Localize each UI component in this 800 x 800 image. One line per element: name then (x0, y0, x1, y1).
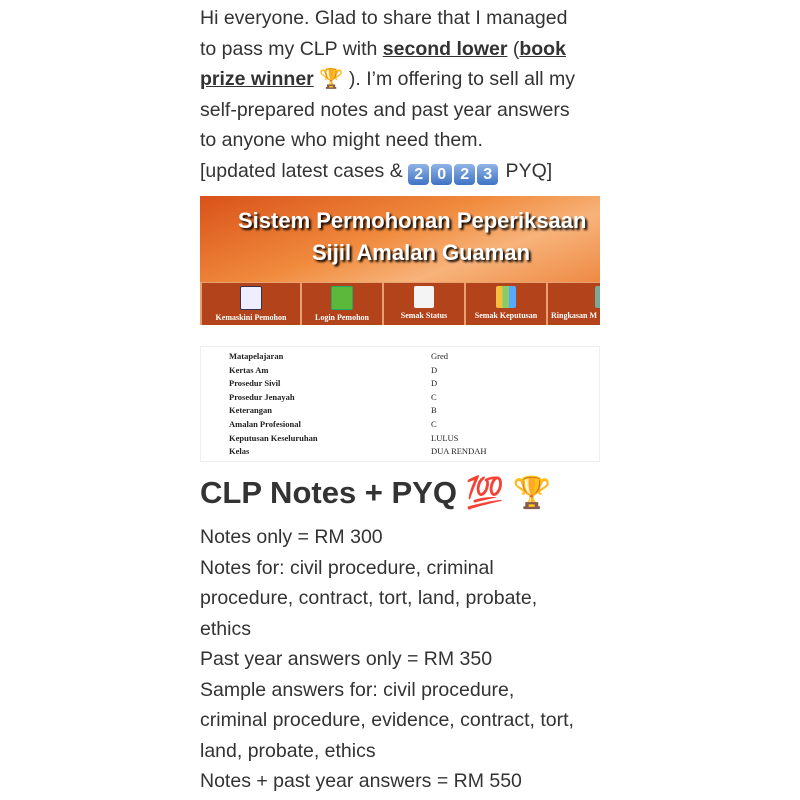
banner-subtitle: Sijil Amalan Guaman (312, 240, 531, 265)
nav-login-pemohon[interactable]: Login Pemohon (300, 283, 382, 325)
pricing-line: Sample answers for: civil procedure, (200, 678, 515, 701)
intro-line: prize winner 🏆 ). I’m offering to sell all my (200, 68, 576, 90)
page-heading: CLP Notes + PYQ 💯 🏆 (200, 475, 552, 510)
grade-value: D (431, 378, 438, 389)
pricing-text (200, 522, 620, 797)
grade-value: DUA RENDAH (431, 446, 487, 457)
intro-line: to anyone who might need them. (200, 129, 483, 151)
notepad-pen-icon (240, 286, 262, 310)
subject-label: Keputusan Keseluruhan (229, 432, 318, 443)
pricing-line: land, probate, ethics (200, 739, 376, 762)
grade-value: Gred (431, 351, 448, 361)
keycap-digit: 3 (477, 164, 498, 185)
pricing-line: Past year answers only = RM 350 (200, 648, 493, 670)
results-table (200, 346, 600, 462)
subject-label: Kertas Am (229, 364, 269, 375)
subject-label: Keterangan (229, 405, 272, 416)
intro-line: to pass my CLP with second lower (book (200, 37, 566, 60)
pricing-line: Notes for: civil procedure, criminal (200, 556, 494, 579)
book-text: book (519, 37, 566, 60)
keycap-digit: 2 (408, 164, 429, 185)
keycap-digit: 0 (431, 164, 452, 185)
summary-icon (595, 286, 600, 308)
intro-line: [updated latest cases & 2 0 2 3 PYQ] (200, 159, 553, 183)
grade-value: C (431, 391, 437, 402)
intro-line: self-prepared notes and past year answers (200, 98, 570, 121)
grade-value: B (431, 405, 437, 416)
nav-kemaskini-pemohon[interactable]: Kemaskini Pemohon (200, 283, 300, 325)
banner-nav (200, 282, 600, 325)
nav-ringkasan[interactable]: Ringkasan M (546, 283, 600, 325)
subject-label: Prosedur Sivil (229, 378, 281, 389)
banner-header (200, 196, 600, 282)
grade-value: LULUS (431, 432, 459, 443)
subject-label: Amalan Profesional (229, 419, 301, 429)
pricing-line: Notes + past year answers = RM 550 (200, 770, 522, 792)
grade-value: D (431, 364, 438, 375)
pricing-line: criminal procedure, evidence, contract, tort, (200, 709, 574, 731)
pricing-line: ethics (200, 617, 251, 640)
subject-label: Kelas (229, 446, 250, 457)
pricing-line: procedure, contract, tort, land, probate, (200, 587, 538, 609)
grade-value: C (431, 419, 437, 429)
subject-label: Matapelajaran (229, 351, 284, 361)
bar-chart-icon (496, 286, 516, 308)
prize-winner-text: prize winner (200, 68, 314, 90)
intro-line: Hi everyone. Glad to share that I managed (200, 7, 568, 29)
second-lower-text: second lower (382, 37, 508, 60)
key-icon (331, 286, 353, 310)
checklist-icon (414, 286, 434, 308)
pricing-line: Notes only = RM 300 (200, 526, 383, 548)
nav-semak-status[interactable]: Semak Status (382, 283, 464, 325)
exam-portal-banner (200, 196, 600, 325)
banner-title: Sistem Permohonan Peperiksaan (238, 208, 587, 233)
subject-label: Prosedur Jenayah (229, 391, 295, 402)
intro-text (200, 3, 620, 186)
keycap-digit: 2 (454, 164, 475, 185)
nav-semak-keputusan[interactable]: Semak Keputusan (464, 283, 546, 325)
